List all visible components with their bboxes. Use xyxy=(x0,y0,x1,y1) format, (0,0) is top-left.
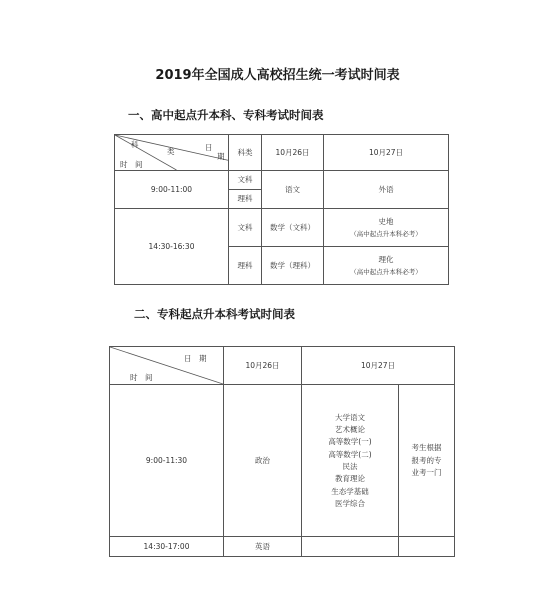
subject-cell xyxy=(324,209,449,247)
time-cell: 14:30-16:30 xyxy=(115,209,229,285)
corner-label-ri: 日 xyxy=(205,143,213,152)
list-item: 大学语文 xyxy=(335,412,365,422)
list-item: 民法 xyxy=(342,462,358,471)
list-item: 高等数学(一) xyxy=(328,437,372,447)
table-row xyxy=(115,135,449,171)
note-line: 考生根据 xyxy=(411,443,442,453)
subject-cell: 语文 xyxy=(262,171,324,209)
section-heading-1: 一、高中起点升本科、专科考试时间表 xyxy=(128,108,324,122)
time-cell: 14:30-17:00 xyxy=(110,537,224,557)
header-oct27: 10月27日 xyxy=(302,347,455,385)
empty-cell xyxy=(399,537,455,557)
header-oct26: 10月26日 xyxy=(262,135,324,171)
list-item: 医学综合 xyxy=(335,499,365,509)
list-item: 艺术概论 xyxy=(335,424,365,434)
table-row xyxy=(110,385,455,537)
subject-cell xyxy=(324,247,449,285)
subject-main: 史地 xyxy=(378,216,394,226)
subject-list-cell xyxy=(302,385,399,537)
time-cell: 9:00-11:30 xyxy=(110,385,224,537)
empty-cell xyxy=(302,537,399,557)
list-item: 高等数学(二) xyxy=(328,449,372,459)
table-row xyxy=(110,347,455,385)
corner-header-cell xyxy=(115,135,229,171)
note-line: 报考的专 xyxy=(411,455,442,465)
corner-label-date: 日 期 xyxy=(184,354,207,363)
table-row xyxy=(115,171,449,190)
category-cell: 理科 xyxy=(229,190,262,209)
schedule-table-1 xyxy=(114,134,449,285)
time-cell: 9:00-11:00 xyxy=(115,171,229,209)
subject-cell: 外语 xyxy=(324,171,449,209)
note-cell xyxy=(399,385,455,537)
header-oct27: 10月27日 xyxy=(324,135,449,171)
corner-header-cell xyxy=(110,347,224,385)
subject-cell: 政治 xyxy=(224,385,302,537)
page-title: 2019年全国成人高校招生统一考试时间表 xyxy=(155,68,400,83)
note-line: 业考一门 xyxy=(411,468,442,478)
subject-note: （高中起点升本科必考） xyxy=(350,268,422,277)
header-oct26: 10月26日 xyxy=(224,347,302,385)
corner-label-time: 时 间 xyxy=(120,160,143,169)
table-row xyxy=(115,209,449,247)
corner-label-ke: 科 xyxy=(131,140,139,149)
category-cell: 理科 xyxy=(229,247,262,285)
list-item: 生态学基础 xyxy=(331,486,369,496)
schedule-table-2 xyxy=(109,346,455,557)
subject-cell: 数学（理科） xyxy=(262,247,324,285)
list-item: 教育理论 xyxy=(335,474,365,484)
category-cell: 文科 xyxy=(229,171,262,190)
category-cell: 文科 xyxy=(229,209,262,247)
section-heading-2: 二、专科起点升本科考试时间表 xyxy=(134,307,295,321)
corner-label-lei: 类 xyxy=(167,147,175,156)
table-row xyxy=(110,537,455,557)
corner-label-qi: 期 xyxy=(217,152,225,161)
diagonal-line xyxy=(110,347,223,384)
subject-main: 理化 xyxy=(378,254,394,264)
header-kelei: 科类 xyxy=(229,135,262,171)
subject-note: （高中起点升本科必考） xyxy=(350,230,422,239)
subject-cell: 英语 xyxy=(224,537,302,557)
subject-cell: 数学（文科） xyxy=(262,209,324,247)
corner-label-time: 时 间 xyxy=(130,373,153,382)
